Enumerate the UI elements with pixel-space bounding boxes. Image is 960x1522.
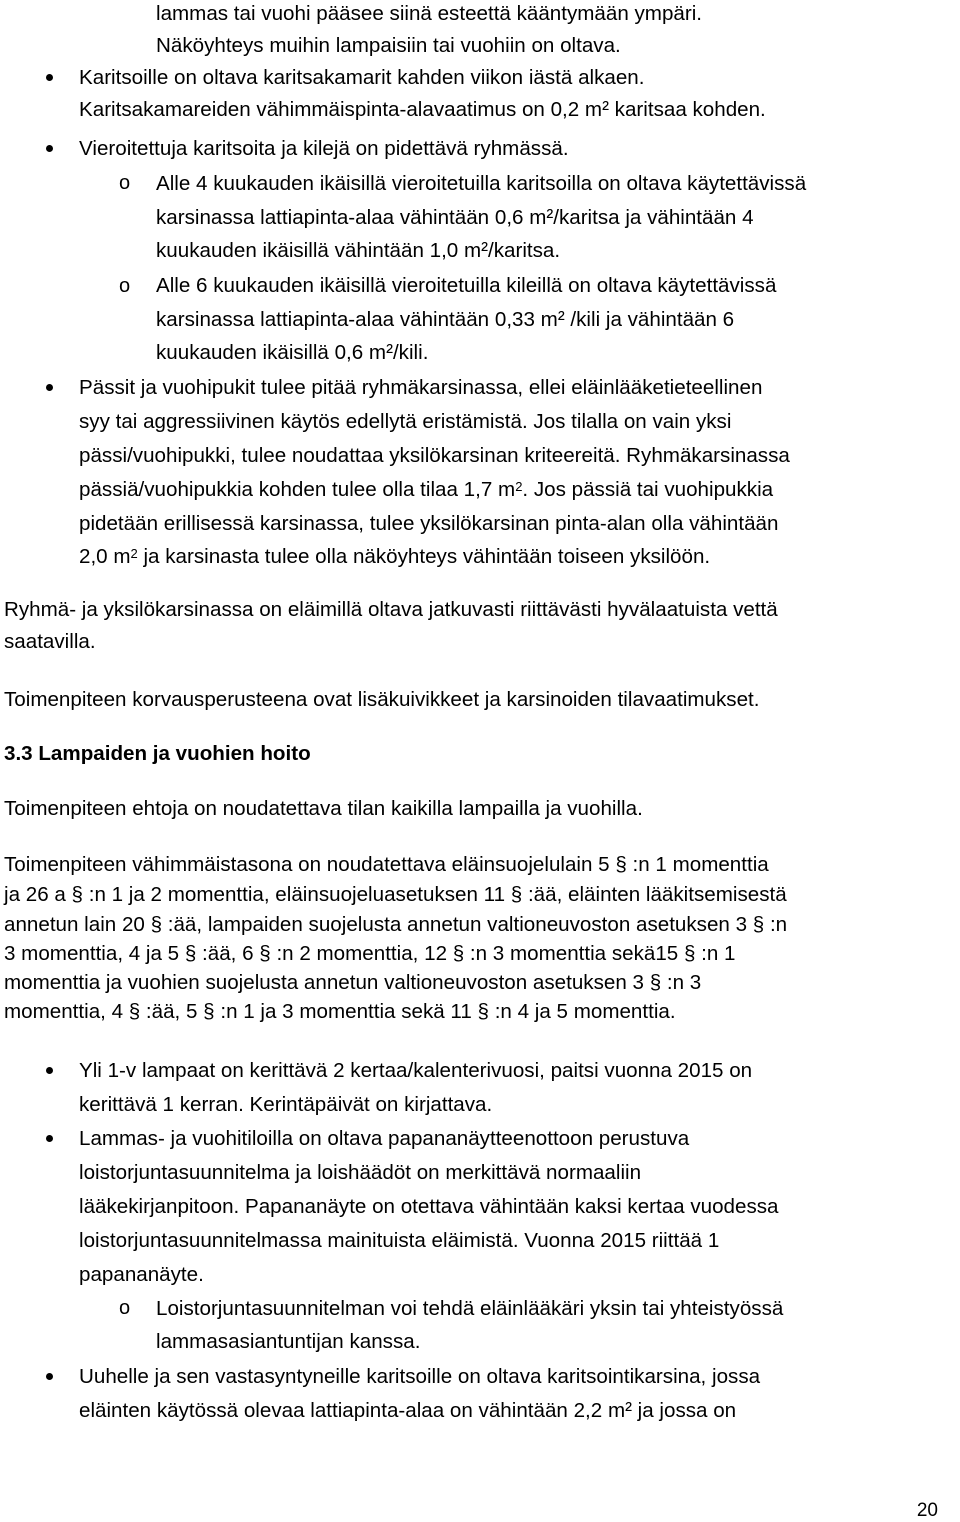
text-line: Pässit ja vuohipukit tulee pitää ryhmäkarsinassa, ellei eläinlääketieteellinen <box>79 376 763 399</box>
text-line: Karitsoille on oltava karitsakamarit kahden viikon iästä alkaen. <box>79 66 645 89</box>
sub-bullet-marker: o <box>119 172 131 194</box>
text-line: loistorjuntasuunnitelmassa mainituista eläimistä. Vuonna 2015 riittää 1 <box>79 1229 720 1252</box>
text-line: momenttia ja vuohien suojelusta annetun valtioneuvoston asetuksen 3 § :n 3 <box>4 971 702 994</box>
text-run: 2,0 m <box>79 545 131 568</box>
text-line: Loistorjuntasuunnitelman voi tehdä eläinlääkäri yksin tai yhteistyössä <box>156 1297 784 1320</box>
text-line: Alle 6 kuukauden ikäisillä vieroitetuilla kileillä on oltava käytettävissä <box>156 274 777 297</box>
bullet-icon <box>46 384 53 391</box>
text-line: pidetään erillisessä karsinassa, tulee yksilökarsinan pinta-alan olla vähintään <box>79 512 779 535</box>
text-line: loistorjuntasuunnitelma ja loishäädöt on merkittävä normaaliin <box>79 1161 642 1184</box>
text-line: 3 momenttia, 4 ja 5 § :ää, 6 § :n 2 momenttia, 12 § :n 3 momenttia sekä15 § :n 1 <box>4 942 736 965</box>
text-line: Yli 1-v lampaat on kerittävä 2 kertaa/kalenterivuosi, paitsi vuonna 2015 on <box>79 1059 753 1082</box>
text-line <box>79 478 773 502</box>
text-line: lääkekirjanpitoon. Papananäyte on otettava vähintään kaksi kertaa vuodessa <box>79 1195 779 1218</box>
text-line: kuukauden ikäisillä vähintään 1,0 m²/karitsa. <box>156 239 561 262</box>
text-line: annetun lain 20 § :ää, lampaiden suojelusta annetun valtioneuvoston asetuksen 3 § :n <box>4 913 788 936</box>
bullet-icon <box>46 1373 53 1380</box>
text-run: pässiä/vuohipukkia kohden tulee olla tilaa 1,7 m <box>79 478 516 501</box>
superscript: 2 <box>515 479 523 494</box>
text-line <box>79 545 710 569</box>
text-line: Vieroitettuja karitsoita ja kilejä on pidettävä ryhmässä. <box>79 137 569 160</box>
bullet-icon <box>46 145 53 152</box>
text-line: lammasasiantuntijan kanssa. <box>156 1330 421 1353</box>
text-line: Karitsakamareiden vähimmäispinta-alavaatimus on 0,2 m² karitsaa kohden. <box>79 98 766 121</box>
text-run: ja karsinasta tulee olla näköyhteys vähintään toiseen yksilöön. <box>137 545 711 568</box>
sub-bullet-marker: o <box>119 275 131 297</box>
bullet-icon <box>46 74 53 81</box>
text-line: kerittävä 1 kerran. Kerintäpäivät on kirjattava. <box>79 1093 493 1116</box>
text-line: Näköyhteys muihin lampaisiin tai vuohiin on oltava. <box>156 34 621 57</box>
text-line: momenttia, 4 § :ää, 5 § :n 1 ja 3 momenttia sekä 11 § :n 4 ja 5 momenttia. <box>4 1000 676 1023</box>
text-line: eläinten käytössä olevaa lattiapinta-alaa on vähintään 2,2 m² ja jossa on <box>79 1399 737 1422</box>
page-number: 20 <box>916 1500 938 1521</box>
text-line: Toimenpiteen korvausperusteena ovat lisäkuivikkeet ja karsinoiden tilavaatimukset. <box>4 688 760 711</box>
text-line: Uuhelle ja sen vastasyntyneille karitsoille on oltava karitsointikarsina, jossa <box>79 1365 761 1388</box>
text-line: syy tai aggressiivinen käytös edellytä eristämistä. Jos tilalla on vain yksi <box>79 410 732 433</box>
text-line: papananäyte. <box>79 1263 204 1286</box>
text-line: Toimenpiteen vähimmäistasona on noudatettava eläinsuojelulain 5 § :n 1 momenttia <box>4 853 769 876</box>
text-line: saatavilla. <box>4 630 96 653</box>
text-line: karsinassa lattiapinta-alaa vähintään 0,6 m²/karitsa ja vähintään 4 <box>156 206 754 229</box>
bullet-icon <box>46 1135 53 1142</box>
text-line: Alle 4 kuukauden ikäisillä vieroitetuilla karitsoilla on oltava käytettävissä <box>156 172 807 195</box>
superscript: 2 <box>130 546 138 561</box>
text-line: karsinassa lattiapinta-alaa vähintään 0,33 m² /kili ja vähintään 6 <box>156 308 735 331</box>
text-line: Ryhmä- ja yksilökarsinassa on eläimillä oltava jatkuvasti riittävästi hyvälaatuista vettä <box>4 598 778 621</box>
text-run: . Jos pässiä tai vuohipukkia <box>522 478 774 501</box>
text-line: lammas tai vuohi pääsee siinä esteettä kääntymään ympäri. <box>156 2 703 25</box>
bullet-icon <box>46 1067 53 1074</box>
section-heading: 3.3 Lampaiden ja vuohien hoito <box>4 742 311 765</box>
text-line: Toimenpiteen ehtoja on noudatettava tilan kaikilla lampailla ja vuohilla. <box>4 797 643 820</box>
text-line: kuukauden ikäisillä 0,6 m²/kili. <box>156 341 429 364</box>
sub-bullet-marker: o <box>119 1297 131 1319</box>
text-line: ja 26 a § :n 1 ja 2 momenttia, eläinsuojeluasetuksen 11 § :ää, eläinten lääkitsemisestä <box>4 883 787 906</box>
text-line: pässi/vuohipukki, tulee noudattaa yksilökarsinan kriteereitä. Ryhmäkarsinassa <box>79 444 790 467</box>
text-line: Lammas- ja vuohitiloilla on oltava papananäytteenottoon perustuva <box>79 1127 690 1150</box>
